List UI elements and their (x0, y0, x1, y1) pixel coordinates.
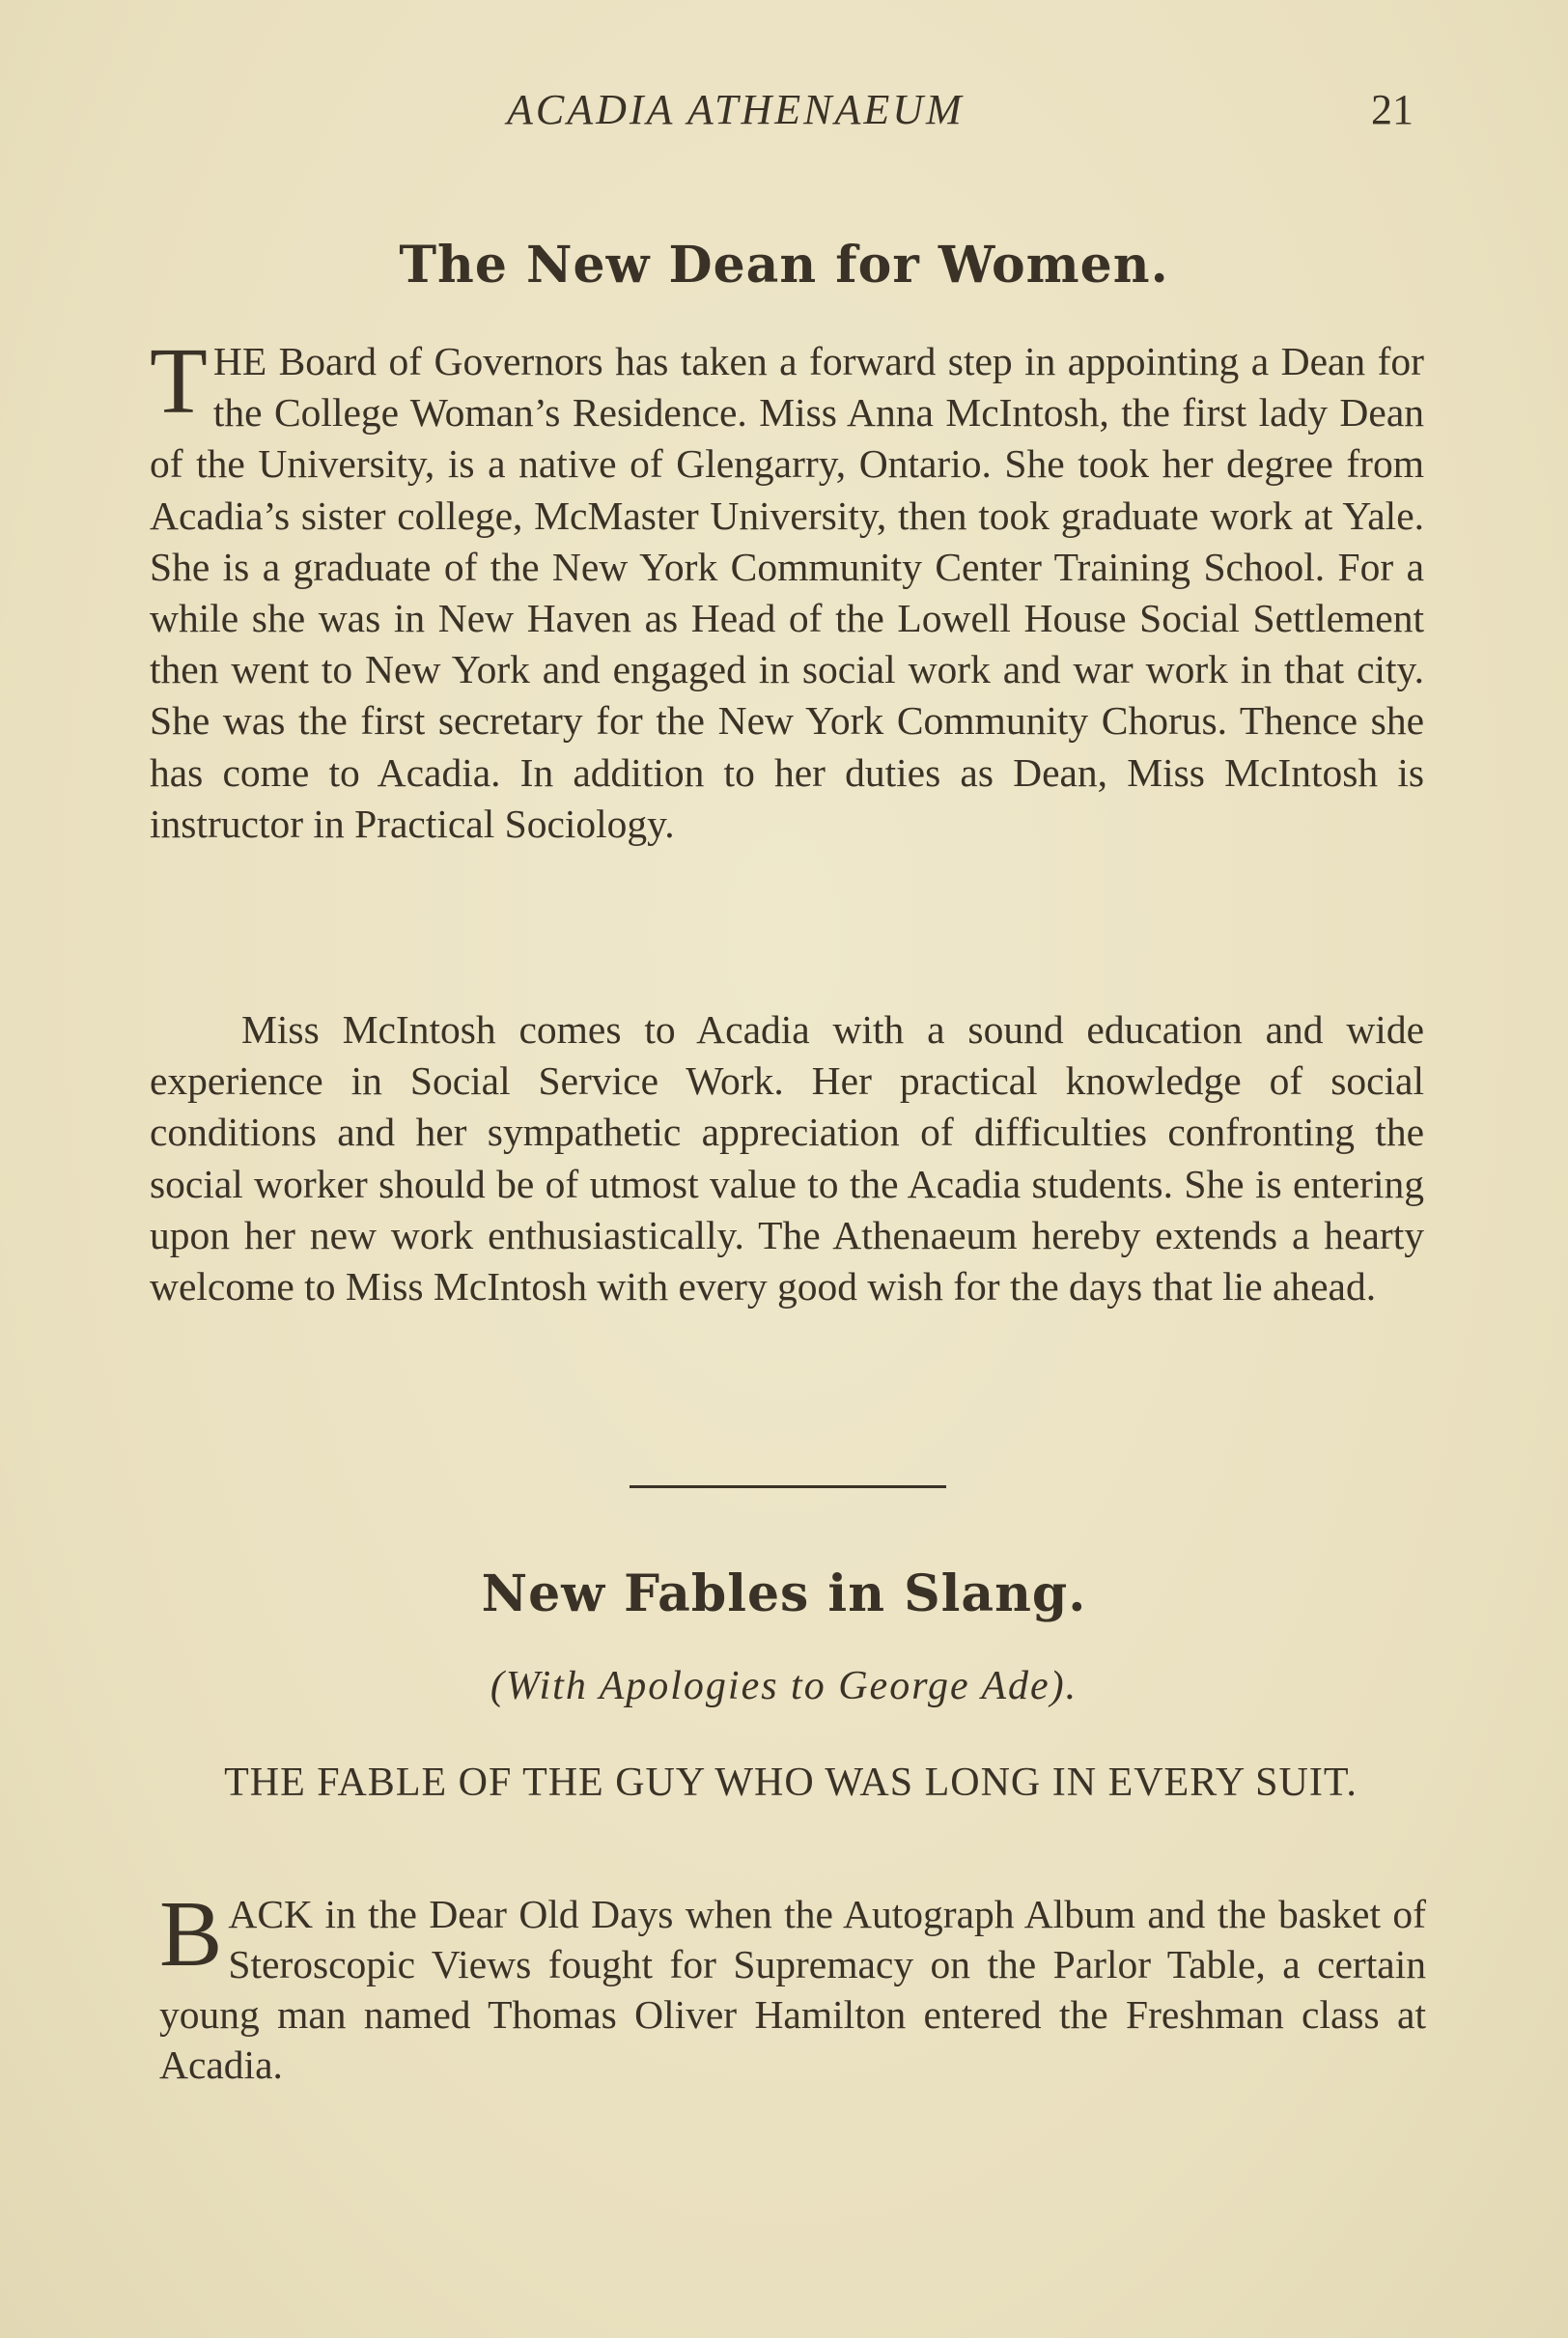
article-title-fables: New Fables in Slang. (481, 1564, 1087, 1623)
page-number: 21 (1371, 86, 1414, 133)
article-subtitle: (With Apologies to George Ade). (490, 1664, 1078, 1708)
article-body-paragraph-2 (150, 1004, 1424, 1312)
paragraph-text: Miss McIntosh comes to Acadia with a sound education and wide experience in Social Service Work. Her practical knowledge of social conditions and her sympathetic appreciation of difficulties confronting the social worker should be of utmost value to the Acadia students. She is entering upon her new work enthusiastically. The Athenaeum hereby extends a hearty welcome to Miss McIntosh with every good wish for the days that lie ahead. (150, 1007, 1424, 1310)
article-title-new-dean: The New Dean for Women. (399, 236, 1169, 295)
paragraph-text: ACK in the Dear Old Days when the Autograph Album and the basket of Steroscopic Views fought for Supremacy on the Parlor Table, a certain young man named Thomas Oliver Hamilton entered the Freshman class at Acadia. (159, 1892, 1426, 2087)
paragraph-text: HE Board of Governors has taken a forward step in appointing a Dean for the College Woman’s Residence. Miss Anna McIntosh, the first lady Dean of the University, is a native of Glengarry, Ontario. She took her degree from Acadia’s sister college, McMaster University, then took graduate work at Yale. She is a graduate of the New York Community Center Training School. For a while she was in New Haven as Head of the Lowell House Social Settlement then went to New York and engaged in social work and war work in that city. She was the first secretary for the New York Community Chorus. Thence she has come to Acadia. In addition to her duties as Dean, Miss McIntosh is instructor in Practical Sociology. (150, 339, 1424, 846)
section-divider (630, 1485, 946, 1488)
drop-cap: B (159, 1882, 223, 1986)
article-body-paragraph-1 (150, 329, 1424, 850)
drop-cap: T (150, 329, 208, 434)
fable-body-paragraph (159, 1882, 1426, 2090)
running-head: ACADIA ATHENAEUM (507, 86, 965, 133)
fable-heading: THE FABLE OF THE GUY WHO WAS LONG IN EVERY SUIT. (224, 1761, 1358, 1805)
